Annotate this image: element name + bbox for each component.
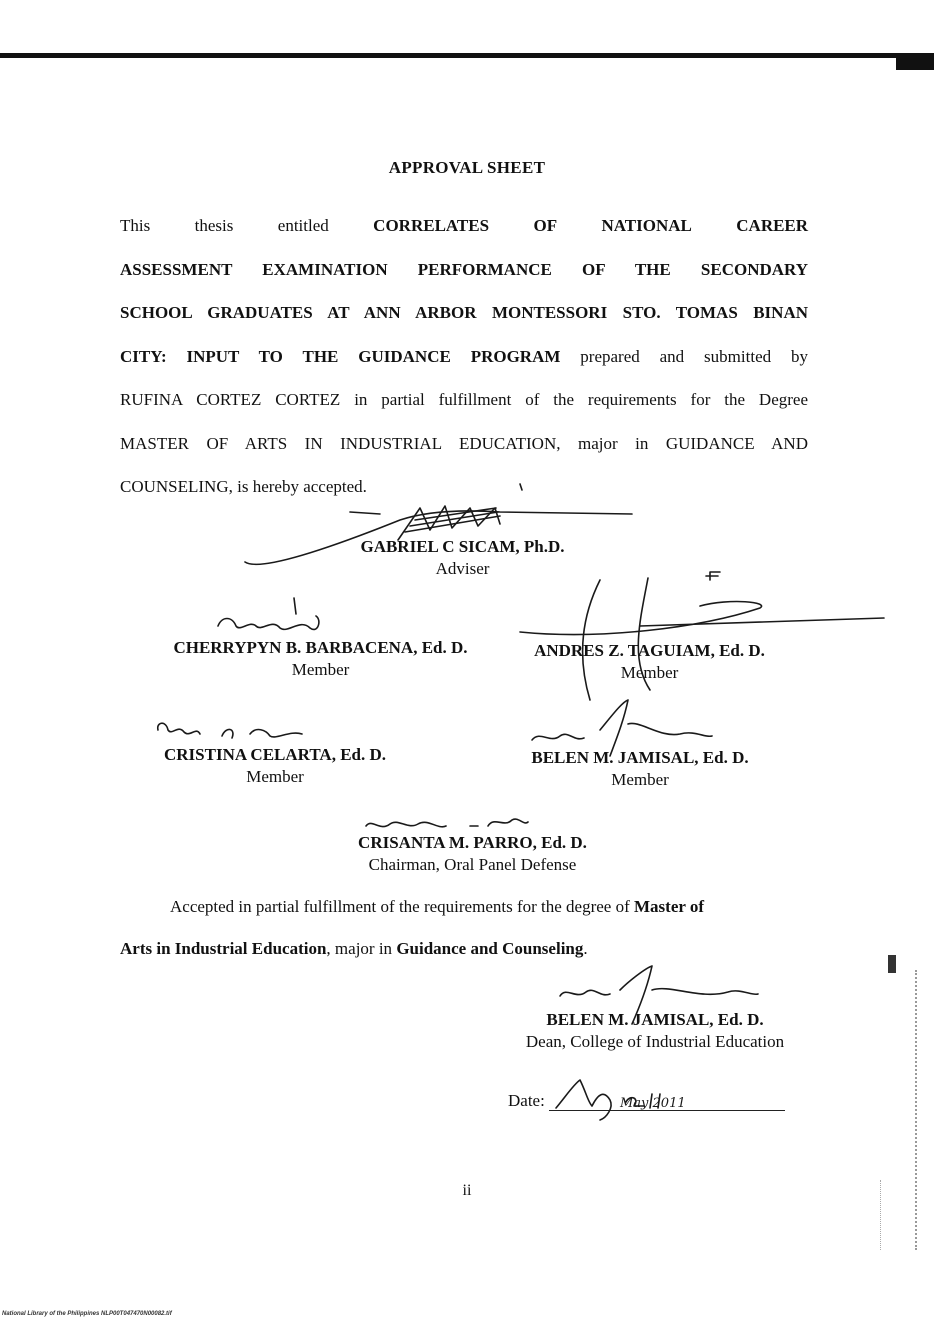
member3-name: CRISTINA CELARTA, Ed. D.	[163, 745, 387, 764]
member4-signature-block	[505, 747, 775, 791]
acceptance-major: Guidance and Counseling	[396, 939, 584, 958]
member1-name: CHERRYPYN B. BARBACENA, Ed. D.	[173, 638, 468, 657]
date-field	[508, 1090, 785, 1111]
date-value-handwritten: May 2011	[620, 1096, 686, 1111]
chairman-signature-scribble	[366, 819, 528, 827]
plain-text: thesis	[194, 216, 234, 235]
date-label: Date:	[508, 1091, 545, 1110]
scan-mark-corner	[710, 572, 720, 580]
plain-text: COUNSELING, is hereby accepted.	[120, 477, 367, 496]
chairman-role: Chairman, Oral Panel Defense	[368, 855, 577, 874]
acceptance-end: .	[583, 939, 588, 958]
member1-signature-scribble	[218, 598, 319, 629]
acceptance-mid: , major in	[326, 939, 397, 958]
member1-role: Member	[291, 660, 350, 679]
date-line	[549, 1090, 785, 1111]
plain-text: MASTER OF ARTS IN INDUSTRIAL EDUCATION, major in GUIDANCE AND	[120, 433, 808, 453]
member2-name: ANDRES Z. TAGUIAM, Ed. D.	[534, 641, 765, 660]
approval-paragraph	[120, 215, 808, 520]
plain-text: RUFINA CORTEZ CORTEZ in partial fulfillment of the requirements for the Degree	[120, 390, 808, 409]
bold-text: CAREER	[736, 216, 809, 235]
bold-text: SCHOOL GRADUATES AT ANN ARBOR MONTESSORI STO. TOMAS BINAN	[120, 303, 808, 322]
paragraph-line	[120, 215, 808, 259]
page-title: APPROVAL SHEET	[388, 158, 546, 177]
dean-signature-block	[500, 1009, 810, 1053]
member2-role: Member	[620, 663, 679, 682]
adviser-role: Adviser	[435, 559, 490, 578]
member3-signature-scribble	[158, 723, 302, 738]
paragraph-line	[120, 476, 808, 520]
bold-text: CORRELATES	[373, 216, 490, 235]
scan-corner-mark	[896, 56, 934, 70]
paragraph-line	[120, 433, 808, 477]
dean-name: BELEN M. JAMISAL, Ed. D.	[546, 1010, 764, 1029]
plain-text: This	[120, 216, 151, 235]
adviser-signature-block	[340, 536, 585, 580]
paragraph-line	[120, 389, 808, 433]
scan-top-border	[0, 53, 934, 58]
member4-role: Member	[611, 770, 669, 789]
member4-name: BELEN M. JAMISAL, Ed. D.	[531, 748, 749, 767]
page-number: ii	[462, 1182, 472, 1199]
bold-text: OF	[533, 216, 558, 235]
plain-text: prepared and submitted by	[580, 346, 808, 366]
acceptance-degree-part2: Arts in Industrial Education	[120, 939, 327, 958]
dean-role: Dean, College of Industrial Education	[525, 1032, 785, 1051]
paragraph-line	[120, 346, 808, 390]
paragraph-line	[120, 259, 808, 303]
chairman-signature-block	[320, 832, 625, 876]
plain-text: entitled	[277, 216, 329, 235]
bold-text: CITY: INPUT TO THE GUIDANCE PROGRAM	[120, 346, 561, 366]
paragraph-line	[120, 302, 808, 346]
scan-artifact	[915, 970, 919, 1250]
acceptance-degree-part1: Master of	[634, 897, 705, 916]
acceptance-prefix: Accepted in partial fulfillment of the requirements for the degree of	[170, 897, 635, 916]
scan-speck	[888, 955, 896, 973]
member2-signature-block	[512, 640, 787, 684]
adviser-name: GABRIEL C SICAM, Ph.D.	[360, 537, 565, 556]
scan-footer: National Library of the Philippines NLP00T047470N00082.tif	[2, 1311, 172, 1317]
bold-text: ASSESSMENT EXAMINATION PERFORMANCE OF THE SECONDARY	[120, 259, 808, 279]
member1-signature-block	[148, 637, 493, 681]
member3-role: Member	[246, 767, 304, 786]
chairman-name: CRISANTA M. PARRO, Ed. D.	[358, 833, 587, 852]
bold-text: NATIONAL	[601, 216, 692, 235]
member3-signature-block	[140, 744, 410, 788]
